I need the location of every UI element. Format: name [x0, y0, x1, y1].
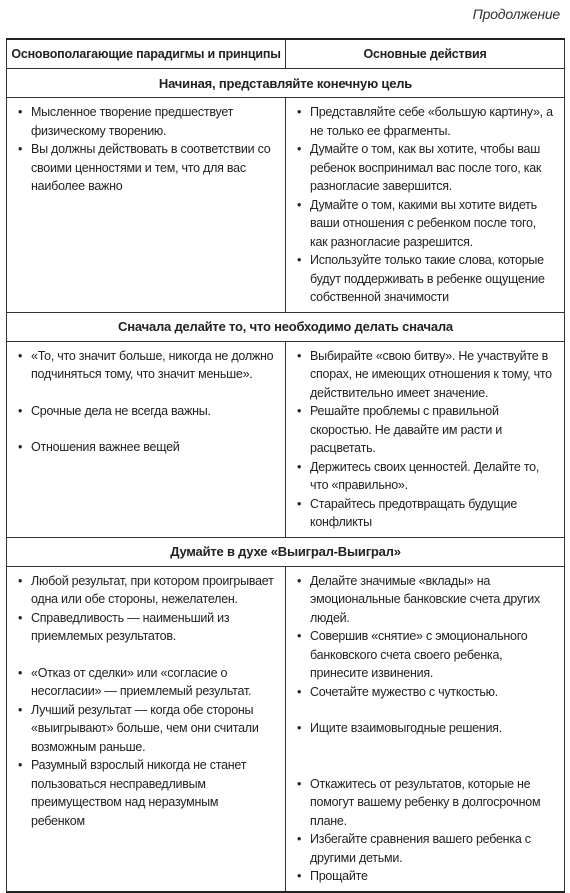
principles-cell	[7, 98, 286, 313]
section-row	[7, 69, 565, 98]
list-item: • Разумный взрослый никогда не станет пользоваться несправедливым преимуществом над неразумным ребенком	[17, 756, 275, 830]
table-row	[7, 98, 565, 313]
list-item: • Используйте только такие слова, которые будут поддерживать в ребенке ощущение собственной значимости	[296, 251, 554, 307]
list-item: • Делайте значимые «вклады» на эмоциональные банковские счета других людей.	[296, 572, 554, 628]
principles-cell	[7, 566, 286, 892]
list-item: • Отношения важнее вещей	[17, 438, 275, 457]
list-item: • Избегайте сравнения вашего ребенка с другими детьми.	[296, 830, 554, 867]
actions-cell	[286, 98, 565, 313]
list-item: • «То, что значит больше, никогда не должно подчиняться тому, что значит меньше».	[17, 347, 275, 384]
continued-label: Продолжение	[472, 6, 560, 22]
header-actions: Основные действия	[286, 39, 565, 69]
list-item: • Любой результат, при котором проигрывает одна или обе стороны, нежелателен.	[17, 572, 275, 609]
list-item: • Сочетайте мужество с чуткостью.	[296, 683, 554, 702]
list-item: • Мысленное творение предшествует физическому творению.	[17, 103, 275, 140]
list-item: • Откажитесь от результатов, которые не помогут вашему ребенку в долгосрочном плане.	[296, 775, 554, 831]
list-item: • Совершив «снятие» с эмоционального банковского счета своего ребенка, принесите извинения.	[296, 627, 554, 683]
list-item: • Прощайте	[296, 867, 554, 886]
list-item: • Старайтесь предотвращать будущие конфликты	[296, 495, 554, 532]
section-title: Думайте в духе «Выиграл-Выиграл»	[7, 537, 565, 566]
list-item: • Ищите взаимовыгодные решения.	[296, 719, 554, 738]
list-item: • Держитесь своих ценностей. Делайте то, что «правильно».	[296, 458, 554, 495]
list-item: • Думайте о том, как вы хотите, чтобы ваш ребенок воспринимал вас после того, как разногласие завершится.	[296, 140, 554, 196]
list-item: • Думайте о том, какими вы хотите видеть ваши отношения с ребенком после того, как разногласие разрешится.	[296, 196, 554, 252]
actions-cell	[286, 341, 565, 537]
list-item: • Справедливость — наименьший из приемлемых результатов.	[17, 609, 275, 646]
table-row	[7, 566, 565, 892]
section-row	[7, 537, 565, 566]
section-row	[7, 312, 565, 341]
list-item: • Вы должны действовать в соответствии со своими ценностями и тем, что для вас наиболее важно	[17, 140, 275, 196]
list-item: • «Отказ от сделки» или «согласие о несогласии» — приемлемый результат.	[17, 664, 275, 701]
section-title: Начиная, представляйте конечную цель	[7, 69, 565, 98]
principles-cell	[7, 341, 286, 537]
list-item: • Срочные дела не всегда важны.	[17, 402, 275, 421]
list-item: • Представляйте себе «большую картину», а не только ее фрагменты.	[296, 103, 554, 140]
list-item: • Выбирайте «свою битву». Не участвуйте в спорах, не имеющих отношения к тому, что действительно имеет значение.	[296, 347, 554, 403]
table-header-row	[7, 39, 565, 69]
header-principles: Основополагающие парадигмы и принципы	[7, 39, 286, 69]
section-title: Сначала делайте то, что необходимо делать сначала	[7, 312, 565, 341]
actions-cell	[286, 566, 565, 892]
list-item: • Лучший результат — когда обе стороны «выигрывают» больше, чем они считали возможным раньше.	[17, 701, 275, 757]
table-row	[7, 341, 565, 537]
principles-table	[6, 38, 565, 893]
list-item: • Решайте проблемы с правильной скоростью. Не давайте им расти и расцветать.	[296, 402, 554, 458]
